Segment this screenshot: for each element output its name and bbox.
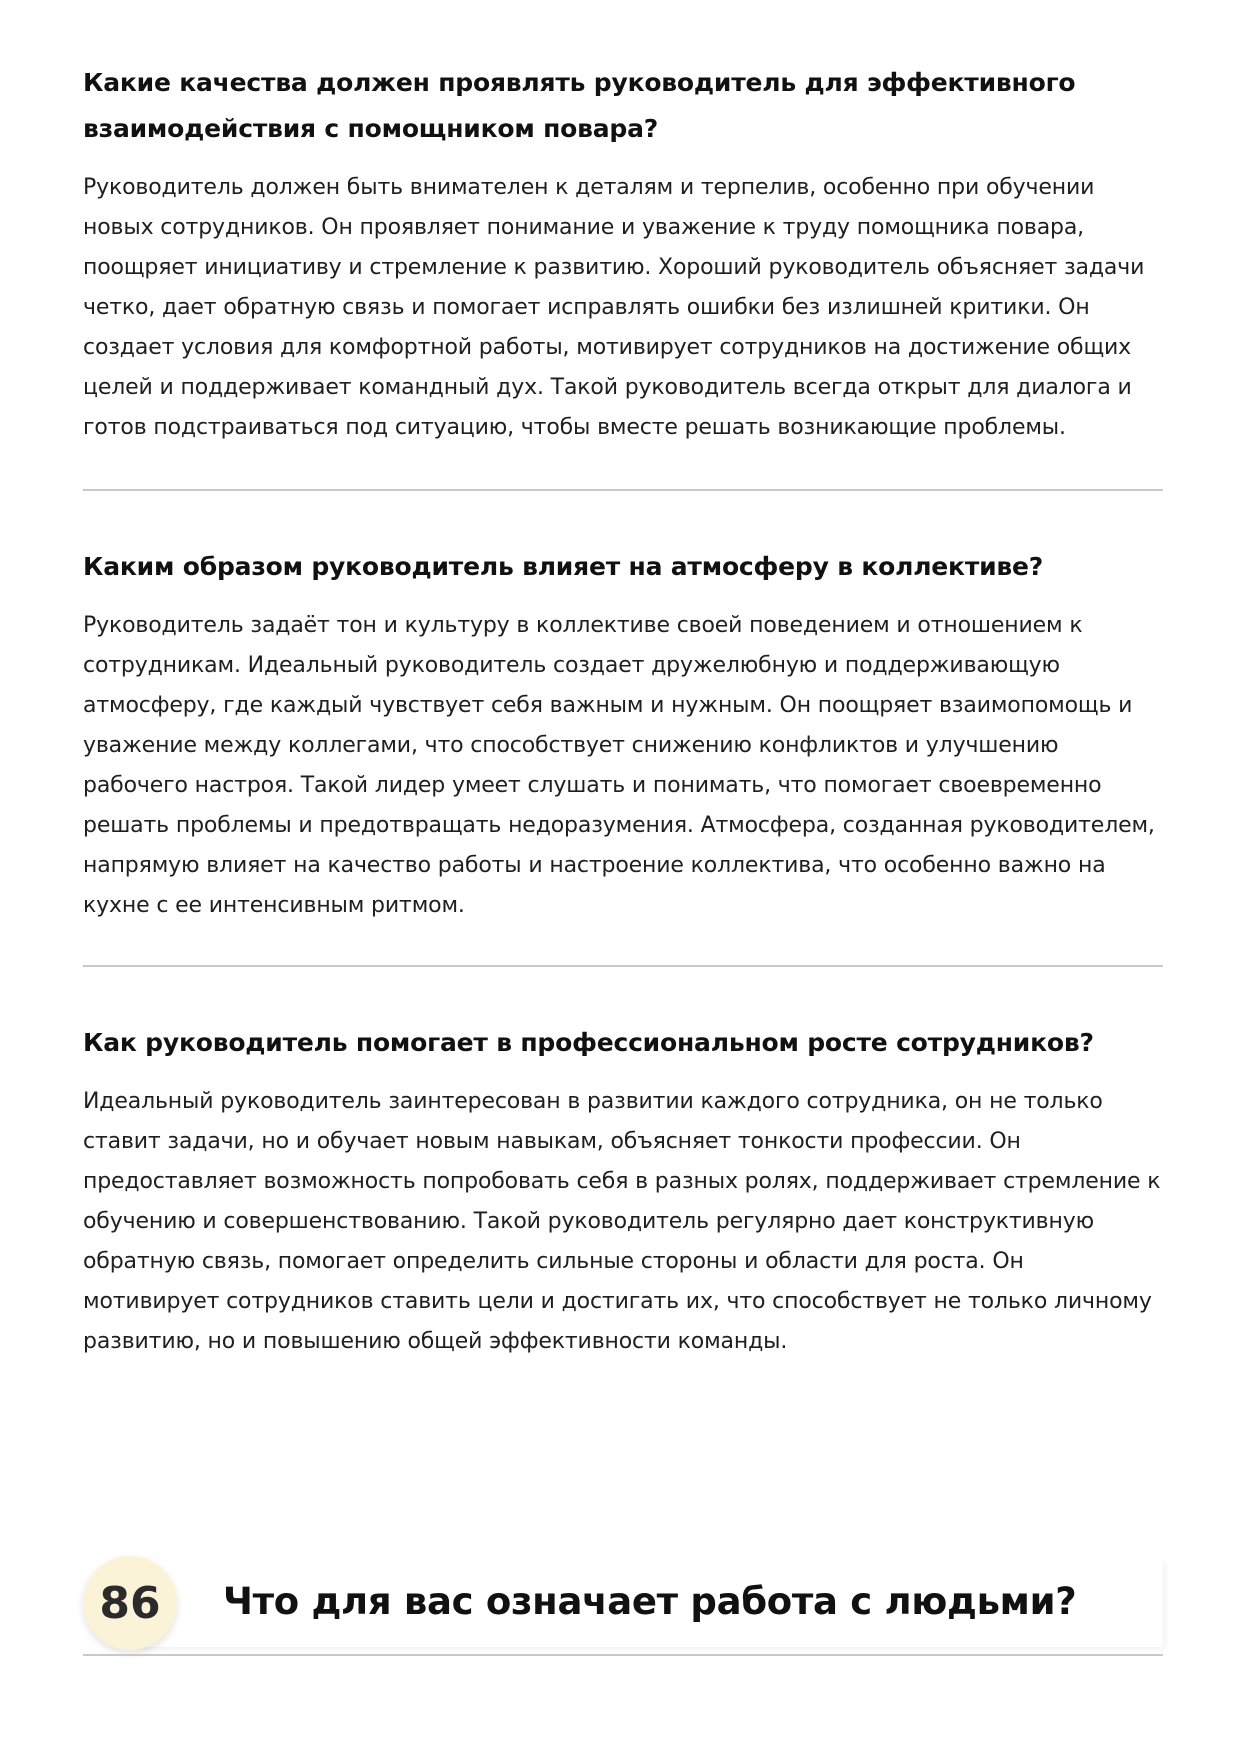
section-title: Какие качества должен проявлять руководитель для эффективного взаимодействия с помощником повара? xyxy=(83,68,1076,143)
section-body: Идеальный руководитель заинтересован в развитии каждого сотрудника, он не только ставит задачи, но и обучает новым навыкам, объясняет тонкости профессии. Он предоставляет возможность попробовать себя в разных ролях, поддерживает стремление к обучению и совершенствованию. Такой руководитель регулярно дает конструктивную обратную связь, помогает определить сильные стороны и области для роста. Он мотивирует сотрудников ставить цели и достигать их, что способствует не только личному развитию, но и повышению общей эффективности команды. xyxy=(83,1089,1161,1354)
question-number-badge: 86 xyxy=(83,1556,177,1650)
section-body: Руководитель должен быть внимателен к деталям и терпелив, особенно при обучении новых сотрудников. Он проявляет понимание и уважение к труду помощника повара, поощряет инициативу и стремление к развитию. Хороший руководитель объясняет задачи четко, дает обратную связь и помогает исправлять ошибки без излишней критики. Он создает условия для комфортной работы, мотивирует сотрудников на достижение общих целей и поддерживает командный дух. Такой руководитель всегда открыт для диалога и готов подстраиваться под ситуацию, чтобы вместе решать возникающие проблемы. xyxy=(83,175,1145,440)
next-question-header xyxy=(83,1553,1163,1653)
section-divider xyxy=(83,965,1163,967)
section-title: Как руководитель помогает в профессиональном росте сотрудников? xyxy=(83,1028,1094,1057)
section-divider xyxy=(83,1654,1163,1656)
qa-section-3 xyxy=(83,1020,1163,1362)
qa-section-1 xyxy=(83,60,1163,448)
qa-section-2 xyxy=(83,544,1163,926)
question-title: Что для вас означает работа с людьми? xyxy=(223,1580,1077,1623)
section-title: Каким образом руководитель влияет на атмосферу в коллективе? xyxy=(83,552,1044,581)
section-body: Руководитель задаёт тон и культуру в коллективе своей поведением и отношением к сотрудникам. Идеальный руководитель создает дружелюбную и поддерживающую атмосферу, где каждый чувствует себя важным и нужным. Он поощряет взаимопомощь и уважение между коллегами, что способствует снижению конфликтов и улучшению рабочего настроя. Такой лидер умеет слушать и понимать, что помогает своевременно решать проблемы и предотвращать недоразумения. Атмосфера, созданная руководителем, напрямую влияет на качество работы и настроение коллектива, что особенно важно на кухне с ее интенсивным ритмом. xyxy=(83,613,1155,918)
section-divider xyxy=(83,489,1163,491)
